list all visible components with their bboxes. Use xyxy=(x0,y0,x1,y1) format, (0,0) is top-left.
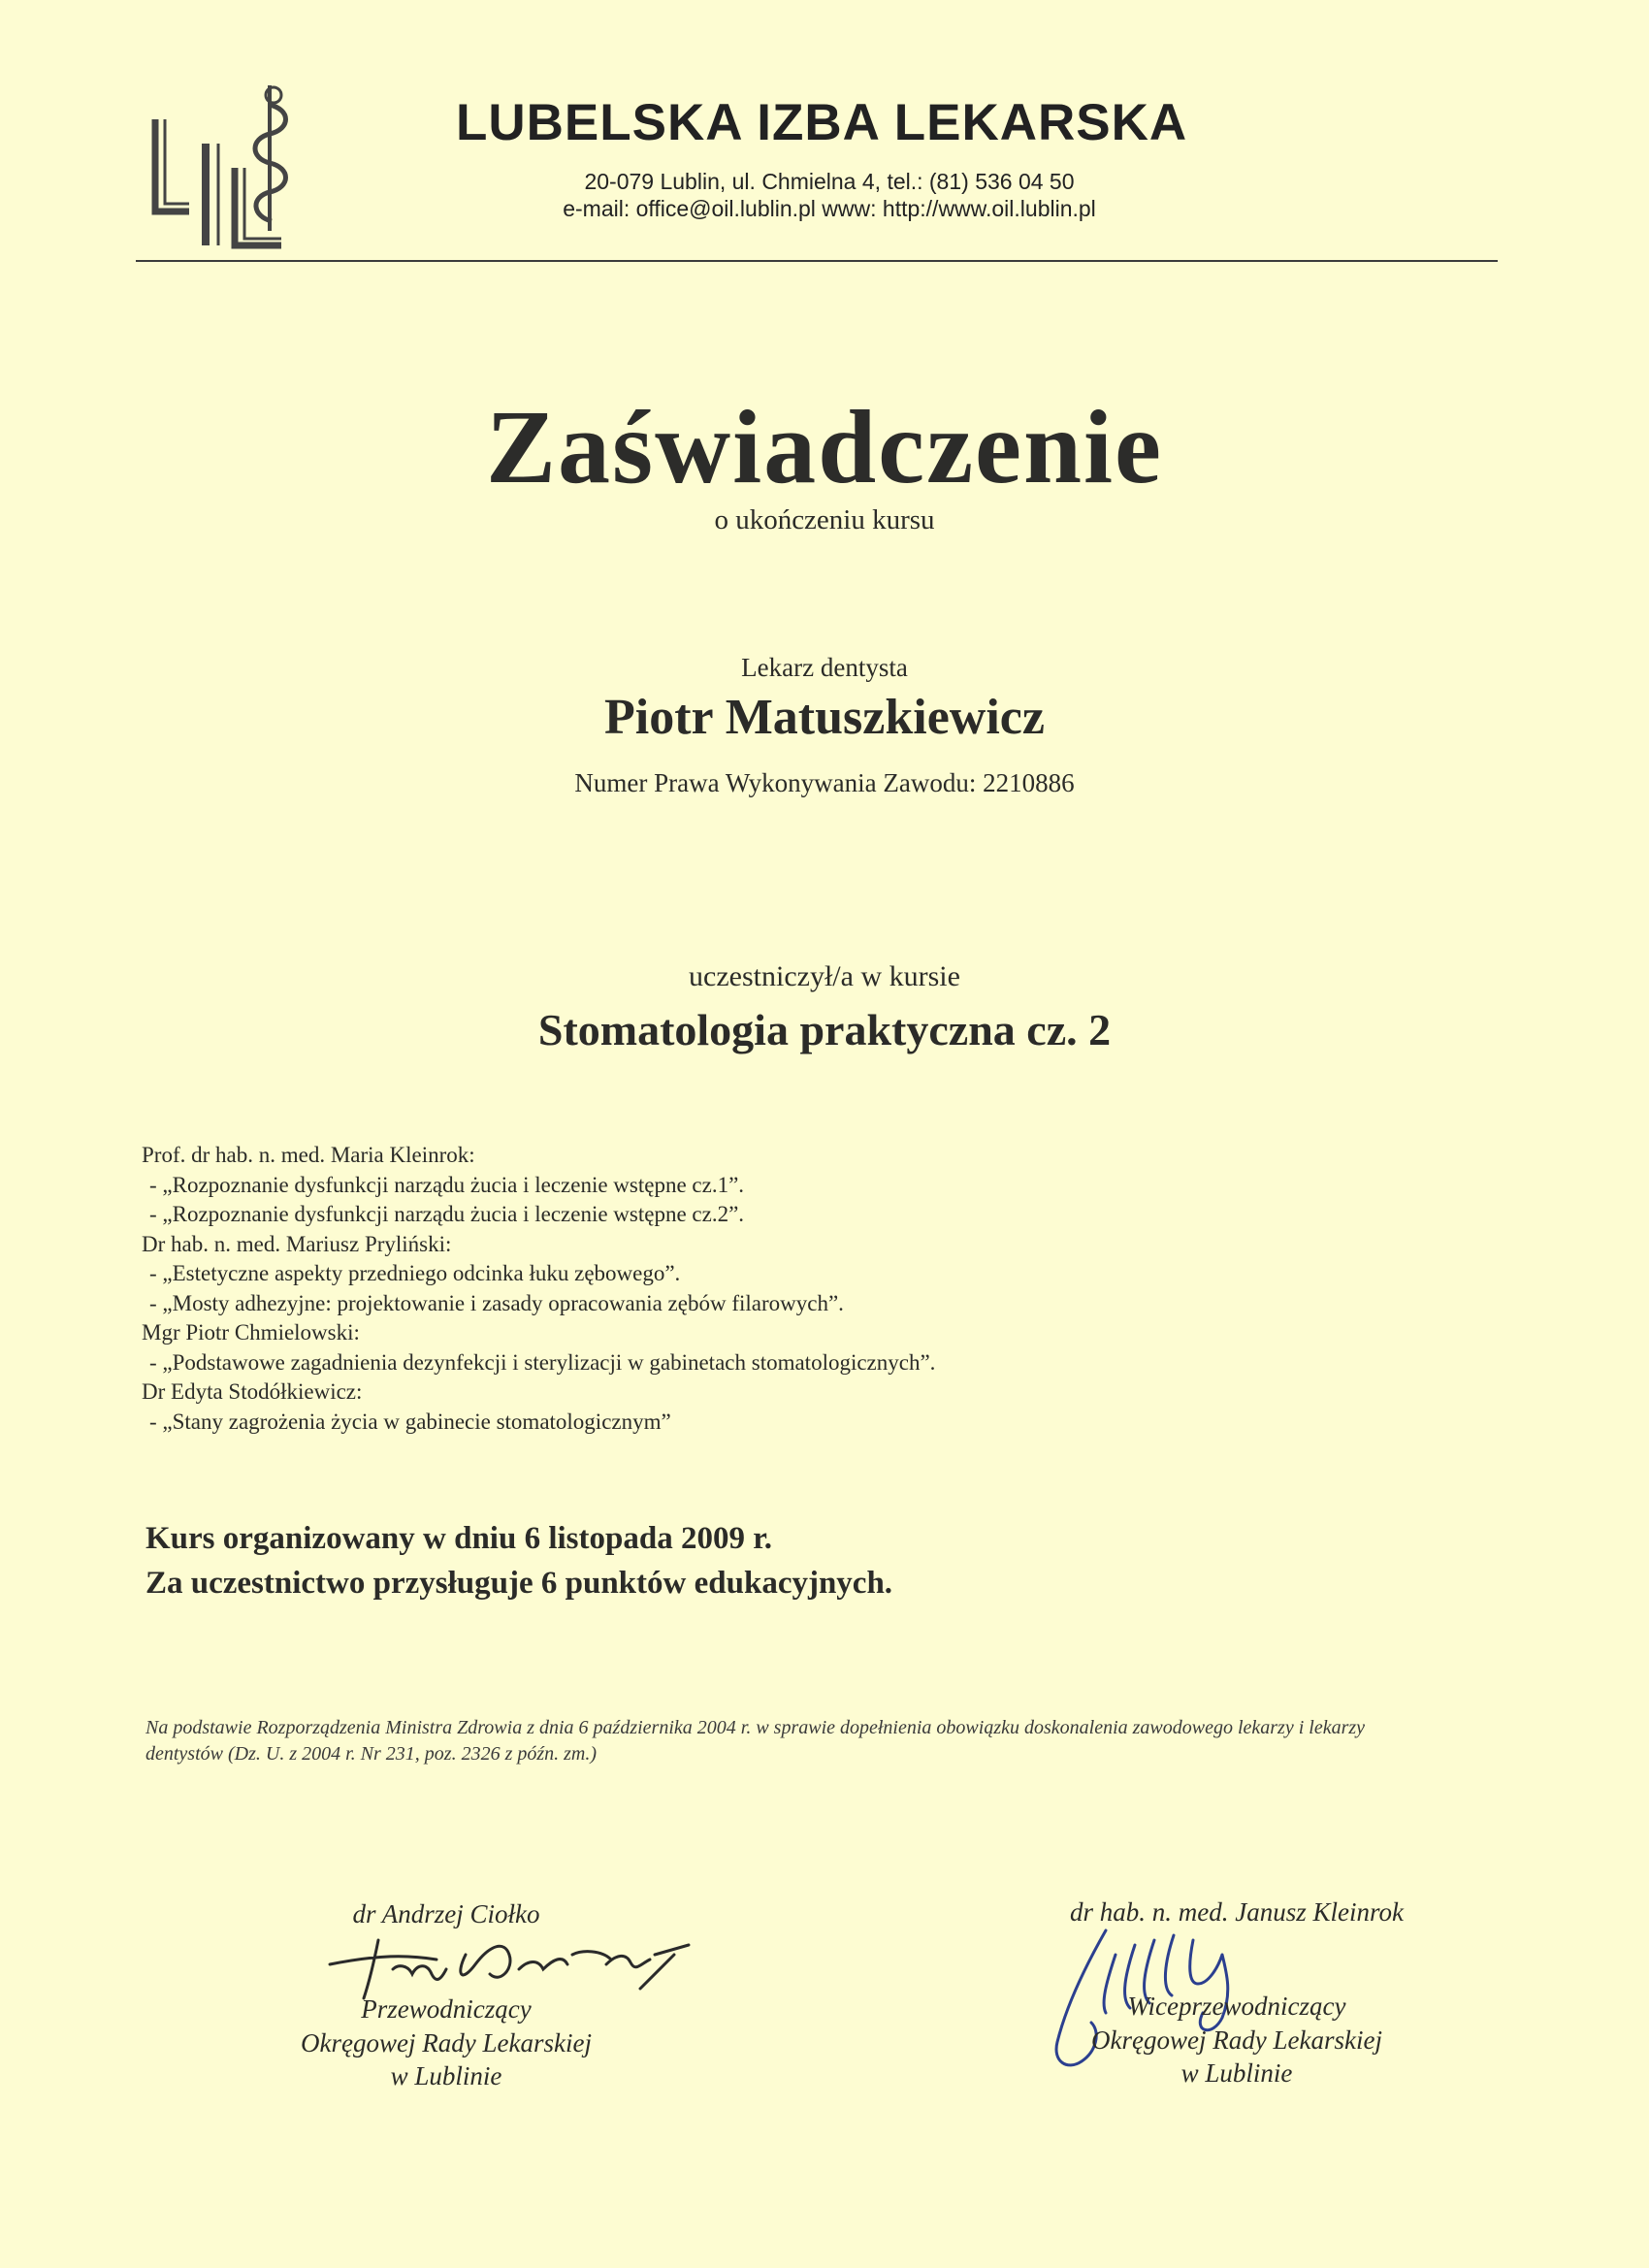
lecturer: Mgr Piotr Chmielowski: xyxy=(142,1320,360,1345)
signatory-left-council: Okręgowej Rady Lekarskiej xyxy=(301,2028,592,2057)
course-points: Za uczestnictwo przysługuje 6 punktów edukacyjnych. xyxy=(146,1566,893,1601)
organization-contact: e-mail: office@oil.lublin.pl www: http://www.oil.lublin.pl xyxy=(563,196,1096,221)
lecture-topic: - „Stany zagrożenia życia w gabinecie stomatologicznym” xyxy=(149,1409,671,1434)
signatory-right-name: dr hab. n. med. Janusz Kleinrok xyxy=(1070,1897,1404,1927)
signatory-right-council: Okręgowej Rady Lekarskiej xyxy=(1091,2025,1382,2055)
course-name: Stomatologia praktyczna cz. 2 xyxy=(537,1005,1112,1054)
signatory-right-city: w Lublinie xyxy=(1180,2058,1293,2088)
recipient-name: Piotr Matuszkiewicz xyxy=(604,690,1045,745)
signatory-left-city: w Lublinie xyxy=(390,2061,502,2090)
lecture-topic: - „Estetyczne aspekty przedniego odcinka łuku zębowego”. xyxy=(149,1261,681,1285)
lecturer: Dr hab. n. med. Mariusz Pryliński: xyxy=(142,1231,452,1256)
recipient-profession: Lekarz dentysta xyxy=(741,653,908,682)
course-info xyxy=(146,1516,892,1605)
lecturer: Prof. dr hab. n. med. Maria Kleinrok: xyxy=(142,1143,475,1167)
lecturer: Dr Edyta Stodółkiewicz: xyxy=(142,1379,363,1404)
license-number: Numer Prawa Wykonywania Zawodu: 2210886 xyxy=(574,768,1075,797)
organization-name: LUBELSKA IZBA LEKARSKA xyxy=(456,94,1188,151)
signatory-right-role: Wiceprzewodniczący xyxy=(1127,1992,1346,2021)
course-intro: uczestniczył/a w kursie xyxy=(689,960,960,992)
course-date: Kurs organizowany w dniu 6 listopada 2009 r. xyxy=(146,1521,773,1556)
lecture-topic: - „Rozpoznanie dysfunkcji narządu żucia i leczenie wstępne cz.2”. xyxy=(149,1202,745,1226)
signatory-left-role: Przewodniczący xyxy=(361,1994,532,2024)
legal-basis: Na podstawie Rozporządzenia Ministra Zdrowia z dnia 6 października 2004 r. w sprawie dopełnienia obowiązku doskonalenia zawodowego lekarzy i lekarzy dentystów (Dz. U. z 2004 r. Nr 231, poz. 2326 z późn. zm.) xyxy=(146,1717,1366,1765)
signatory-left-name: dr Andrzej Ciołko xyxy=(352,1899,540,1928)
lecture-topic: - „Mosty adhezyjne: projektowanie i zasady opracowania zębów filarowych”. xyxy=(149,1290,844,1315)
document-title: Zaświadczenie xyxy=(486,390,1163,505)
lil-logo xyxy=(146,76,320,255)
document-subtitle: o ukończeniu kursu xyxy=(714,504,935,535)
lecture-topic: - „Rozpoznanie dysfunkcji narządu żucia i leczenie wstępne cz.1”. xyxy=(149,1172,745,1197)
lecture-list xyxy=(142,1141,935,1437)
organization-address: 20-079 Lublin, ul. Chmielna 4, tel.: (81) 536 04 50 xyxy=(584,169,1075,194)
lecture-topic: - „Podstawowe zagadnienia dezynfekcji i sterylizacji w gabinetach stomatologicznych”. xyxy=(149,1349,936,1375)
header-divider xyxy=(136,260,1498,262)
